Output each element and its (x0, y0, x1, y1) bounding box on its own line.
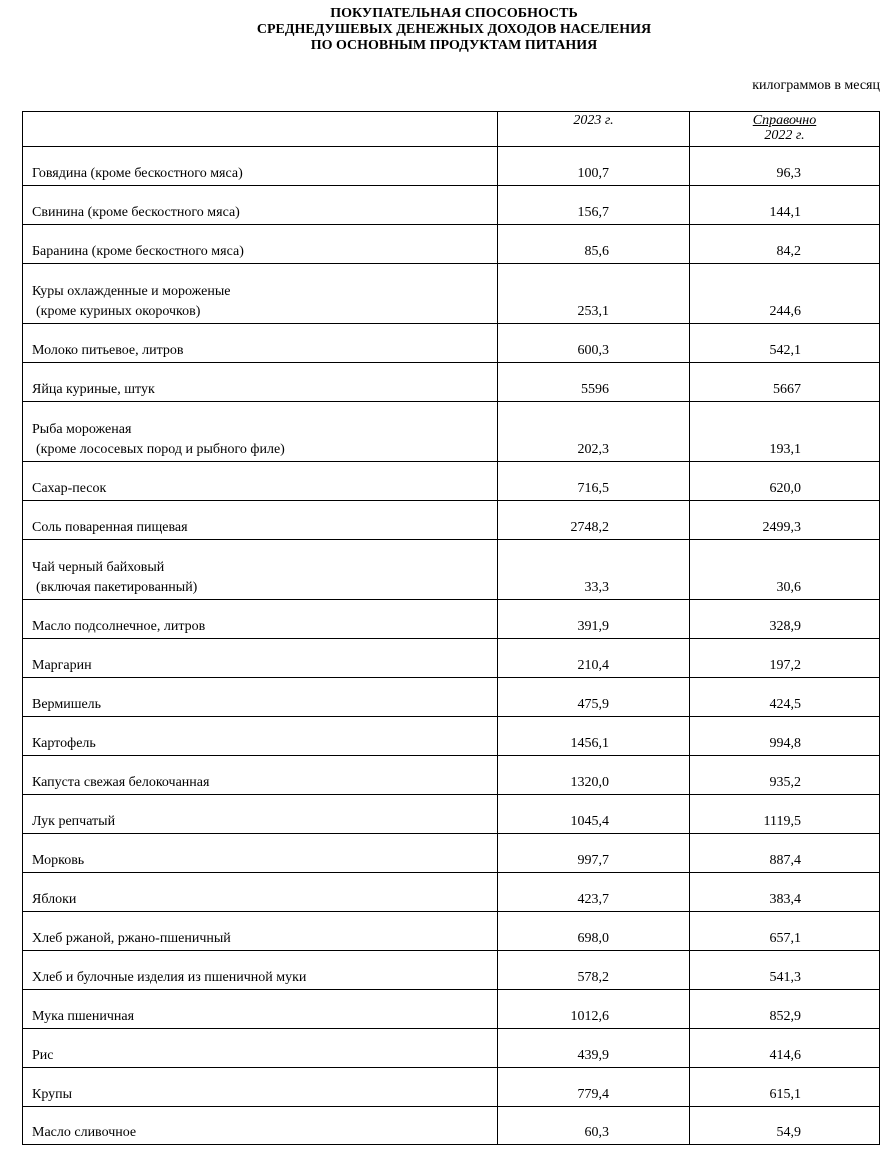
product-name-cell (23, 990, 498, 1029)
value-2022: 887,4 (690, 834, 880, 873)
value-2023: 156,7 (498, 186, 690, 225)
value-2023: 5596 (498, 363, 690, 402)
product-name: Лук репчатый (32, 814, 116, 829)
table-row (23, 756, 880, 795)
value-2022: 935,2 (690, 756, 880, 795)
product-name-detail: (кроме лососевых пород и рыбного филе) (36, 442, 285, 457)
value-2023: 33,3 (498, 540, 690, 600)
product-name: Капуста свежая белокочанная (32, 775, 210, 790)
units-label: килограммов в месяц (752, 78, 880, 93)
table-row (23, 501, 880, 540)
product-name-cell (23, 912, 498, 951)
product-name: Картофель (32, 736, 96, 751)
table-row (23, 1029, 880, 1068)
table-row (23, 912, 880, 951)
header-product (23, 112, 498, 147)
product-name-cell (23, 1068, 498, 1107)
table-body (23, 147, 880, 1145)
table-row (23, 795, 880, 834)
table-row (23, 540, 880, 600)
table-row (23, 990, 880, 1029)
value-2022: 994,8 (690, 717, 880, 756)
page-title (0, 6, 893, 54)
product-name: Хлеб и булочные изделия из пшеничной муки (32, 970, 307, 985)
table-row (23, 402, 880, 462)
value-2022: 144,1 (690, 186, 880, 225)
value-2023: 475,9 (498, 678, 690, 717)
value-2023: 1456,1 (498, 717, 690, 756)
value-2022: 244,6 (690, 264, 880, 324)
value-2023: 1045,4 (498, 795, 690, 834)
value-2023: 202,3 (498, 402, 690, 462)
product-name-cell (23, 678, 498, 717)
value-2022: 414,6 (690, 1029, 880, 1068)
header-reference-label: Справочно (752, 113, 817, 128)
product-name-cell (23, 540, 498, 600)
value-2023: 997,7 (498, 834, 690, 873)
product-name: Сахар-песок (32, 481, 107, 496)
table-row (23, 1068, 880, 1107)
product-name-cell (23, 402, 498, 462)
value-2022: 852,9 (690, 990, 880, 1029)
product-name-cell (23, 324, 498, 363)
product-name: Хлеб ржаной, ржано-пшеничный (32, 931, 231, 946)
table-row (23, 147, 880, 186)
table-row (23, 678, 880, 717)
value-2023: 716,5 (498, 462, 690, 501)
value-2023: 578,2 (498, 951, 690, 990)
product-name-detail: (включая пакетированный) (36, 580, 198, 595)
header-2023: 2023 г. (498, 112, 690, 147)
product-name: Соль поваренная пищевая (32, 520, 188, 535)
product-name: Вермишель (32, 697, 102, 712)
value-2022: 54,9 (690, 1107, 880, 1145)
value-2022: 541,3 (690, 951, 880, 990)
value-2023: 85,6 (498, 225, 690, 264)
product-name-cell (23, 717, 498, 756)
product-name: Баранина (кроме бескостного мяса) (32, 244, 244, 259)
table-row (23, 1107, 880, 1145)
product-name-cell (23, 1107, 498, 1145)
value-2022: 383,4 (690, 873, 880, 912)
product-name-cell (23, 795, 498, 834)
table-row (23, 951, 880, 990)
purchasing-power-table (22, 111, 880, 1145)
product-name-cell (23, 186, 498, 225)
value-2022: 615,1 (690, 1068, 880, 1107)
table-row (23, 639, 880, 678)
table-row (23, 225, 880, 264)
value-2022: 84,2 (690, 225, 880, 264)
value-2022: 5667 (690, 363, 880, 402)
value-2023: 60,3 (498, 1107, 690, 1145)
value-2023: 1320,0 (498, 756, 690, 795)
table-row (23, 186, 880, 225)
product-name: Рыба мороженая (32, 422, 132, 437)
value-2023: 423,7 (498, 873, 690, 912)
value-2022: 328,9 (690, 600, 880, 639)
product-name-cell (23, 225, 498, 264)
value-2023: 779,4 (498, 1068, 690, 1107)
product-name: Чай черный байховый (32, 560, 165, 575)
table-row (23, 462, 880, 501)
product-name-cell (23, 501, 498, 540)
value-2022: 193,1 (690, 402, 880, 462)
header-reference-2022 (690, 112, 880, 147)
title-line-1: ПОКУПАТЕЛЬНАЯ СПОСОБНОСТЬ (330, 6, 578, 21)
product-name: Куры охлажденные и мороженые (32, 284, 231, 299)
product-name: Мука пшеничная (32, 1009, 135, 1024)
value-2022: 96,3 (690, 147, 880, 186)
table-row (23, 834, 880, 873)
table-row (23, 264, 880, 324)
value-2022: 2499,3 (690, 501, 880, 540)
product-name-cell (23, 873, 498, 912)
table-row (23, 717, 880, 756)
product-name: Яйца куриные, штук (32, 382, 155, 397)
product-name: Говядина (кроме бескостного мяса) (32, 166, 243, 181)
product-name: Маргарин (32, 658, 92, 673)
product-name: Рис (32, 1048, 54, 1063)
table-header-row (23, 112, 880, 147)
value-2023: 391,9 (498, 600, 690, 639)
product-name: Молоко питьевое, литров (32, 343, 184, 358)
header-2022-label: 2022 г. (764, 128, 805, 143)
title-line-2: СРЕДНЕДУШЕВЫХ ДЕНЕЖНЫХ ДОХОДОВ НАСЕЛЕНИЯ (256, 22, 652, 37)
product-name-cell (23, 462, 498, 501)
value-2022: 197,2 (690, 639, 880, 678)
table-row (23, 600, 880, 639)
product-name-cell (23, 756, 498, 795)
product-name-cell (23, 600, 498, 639)
product-name-cell (23, 639, 498, 678)
product-name: Крупы (32, 1087, 73, 1102)
product-name-cell (23, 834, 498, 873)
value-2023: 2748,2 (498, 501, 690, 540)
value-2023: 100,7 (498, 147, 690, 186)
value-2022: 620,0 (690, 462, 880, 501)
value-2022: 542,1 (690, 324, 880, 363)
value-2023: 698,0 (498, 912, 690, 951)
table-row (23, 363, 880, 402)
value-2022: 1119,5 (690, 795, 880, 834)
product-name-cell (23, 951, 498, 990)
table-row (23, 324, 880, 363)
title-line-3: ПО ОСНОВНЫМ ПРОДУКТАМ ПИТАНИЯ (310, 38, 598, 53)
value-2023: 210,4 (498, 639, 690, 678)
table-row (23, 873, 880, 912)
product-name: Морковь (32, 853, 85, 868)
product-name: Свинина (кроме бескостного мяса) (32, 205, 240, 220)
value-2022: 657,1 (690, 912, 880, 951)
product-name-cell (23, 147, 498, 186)
value-2023: 253,1 (498, 264, 690, 324)
value-2023: 439,9 (498, 1029, 690, 1068)
product-name-detail: (кроме куриных окорочков) (36, 304, 201, 319)
product-name: Масло подсолнечное, литров (32, 619, 206, 634)
value-2023: 600,3 (498, 324, 690, 363)
product-name-cell (23, 363, 498, 402)
product-name: Масло сливочное (32, 1125, 137, 1140)
product-name-cell (23, 264, 498, 324)
product-name-cell (23, 1029, 498, 1068)
product-name: Яблоки (32, 892, 77, 907)
value-2022: 30,6 (690, 540, 880, 600)
value-2023: 1012,6 (498, 990, 690, 1029)
value-2022: 424,5 (690, 678, 880, 717)
